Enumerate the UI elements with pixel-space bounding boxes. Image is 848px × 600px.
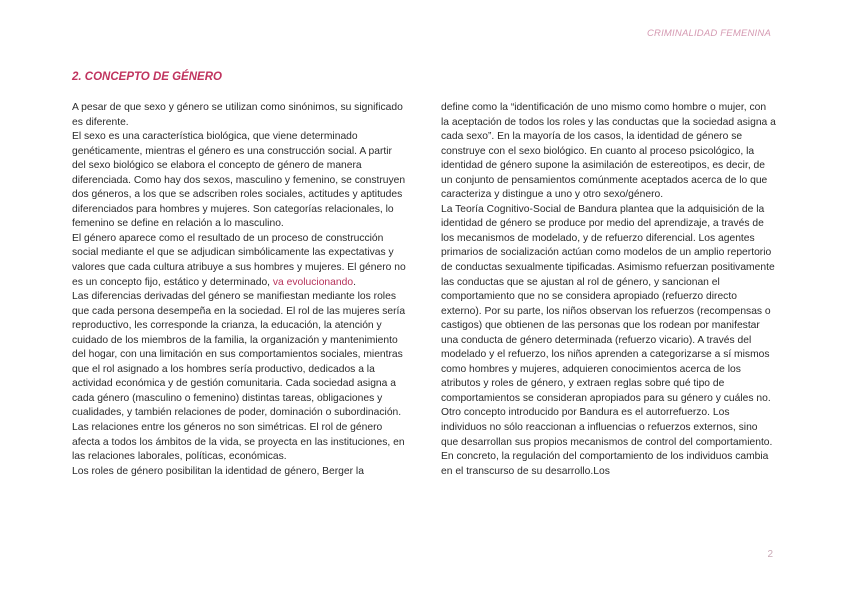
running-header: CRIMINALIDAD FEMENINA <box>646 28 771 39</box>
paragraph: define como la “identificación de uno mismo como hombre o mujer, con la aceptación de todos los roles y las conductas que la sociedad asigna a cada sexo”. En la mayoría de los casos, la identidad de género se construye con el sexo biológico. En cuanto al proceso psicológico, la identidad de género supone la asimilación de estereotipos, es decir, de un conjunto de pensamientos comúnmente aceptados acerca de lo que caracteriza y distingue a uno y otro sexo/género. <box>441 102 776 201</box>
paragraph: Otro concepto introducido por Bandura es el autorrefuerzo. Los individuos no sólo reaccionan a influencias o refuerzos externos, sino que desarrollan sus propios mecanismos de control del comportamiento. En concreto, la regulación del comportamiento de los individuos cambia en el transcurso de su desarrollo.Los <box>441 407 773 477</box>
paragraph: El sexo es una característica biológica, que viene determinado genéticamente, mientras el género es una construcción social. A partir del sexo biológico se elabora el concepto de género de manera diferenciada. Como hay dos sexos, masculino y femenino, se construyen dos géneros, a los que se adscriben roles sociales, actitudes y aptitudes diferenciados para hombres y mujeres. Son categorías relacionales, lo femenino se define en relación a lo masculino. <box>72 131 406 230</box>
left-column <box>72 101 407 479</box>
right-column <box>441 101 776 479</box>
paragraph-text: El género aparece como el resultado de un proceso de construcción social mediante el que se adjudican simbólicamente las expectativas y valores que cada cultura atribuye a sus hombres y mujeres. El género no es un concepto fijo, estático y determinado, <box>72 232 406 288</box>
paragraph: Los roles de género posibilitan la identidad de género, Berger la <box>72 465 364 477</box>
paragraph <box>72 232 407 290</box>
paragraph: La Teoría Cognitivo-Social de Bandura plantea que la adquisición de la identidad de género se produce por medio del aprendizaje, a través de los mecanismos de modelado, y de refuerzo diferencial. Los agentes primarios de socialización actúan como modelos de un amplio repertorio de conductas sexualmente tipificadas. Asimismo refuerzan positivamente las conductas que se ajustan al rol de género, y sancionan el comportamiento que no se considera apropiado (refuerzo directo externo). Por su parte, los niños observan los refuerzos (recompensas o castigos) que obtienen de las personas que los rodean por manifestar una conducta de género determinada (refuerzo vicario). A través del modelado y el refuerzo, los niños aprenden a categorizarse a sí mismos como hombres y mujeres, adquieren conocimientos acerca de los atributos y roles de género, y extraen reglas sobre qué tipo de comportamientos se consideran apropiados para su género y cuáles no. <box>441 203 775 404</box>
section-title: 2. CONCEPTO DE GÉNERO <box>72 71 222 83</box>
paragraph-end: . <box>353 276 356 288</box>
paragraph: A pesar de que sexo y género se utilizan como sinónimos, su significado es diferente. <box>72 102 403 128</box>
highlighted-phrase: va evolucionando <box>272 276 354 288</box>
page-number: 2 <box>767 549 773 560</box>
paragraph: Las diferencias derivadas del género se manifiestan mediante los roles que cada persona desempeña en la sociedad. El rol de las mujeres sería reproductivo, les corresponde la crianza, la educación, la atención y cuidado de los miembros de la familia, la organización y mantenimiento del hogar, con una limitación en sus comportamientos sociales, mientras que el rol asignado a los hombres sería productivo, dedicados a la actividad económica y de gestión comunitaria. Cada sociedad asigna a cada género (masculino o femenino) distintas tareas, obligaciones y cualidades, y también relaciones de poder, dominación o subordinación. Las relaciones entre los géneros no son simétricas. El rol de género afecta a todos los ámbitos de la vida, se proyecta en las instituciones, en las relaciones laborales, políticas, económicas. <box>72 291 406 463</box>
